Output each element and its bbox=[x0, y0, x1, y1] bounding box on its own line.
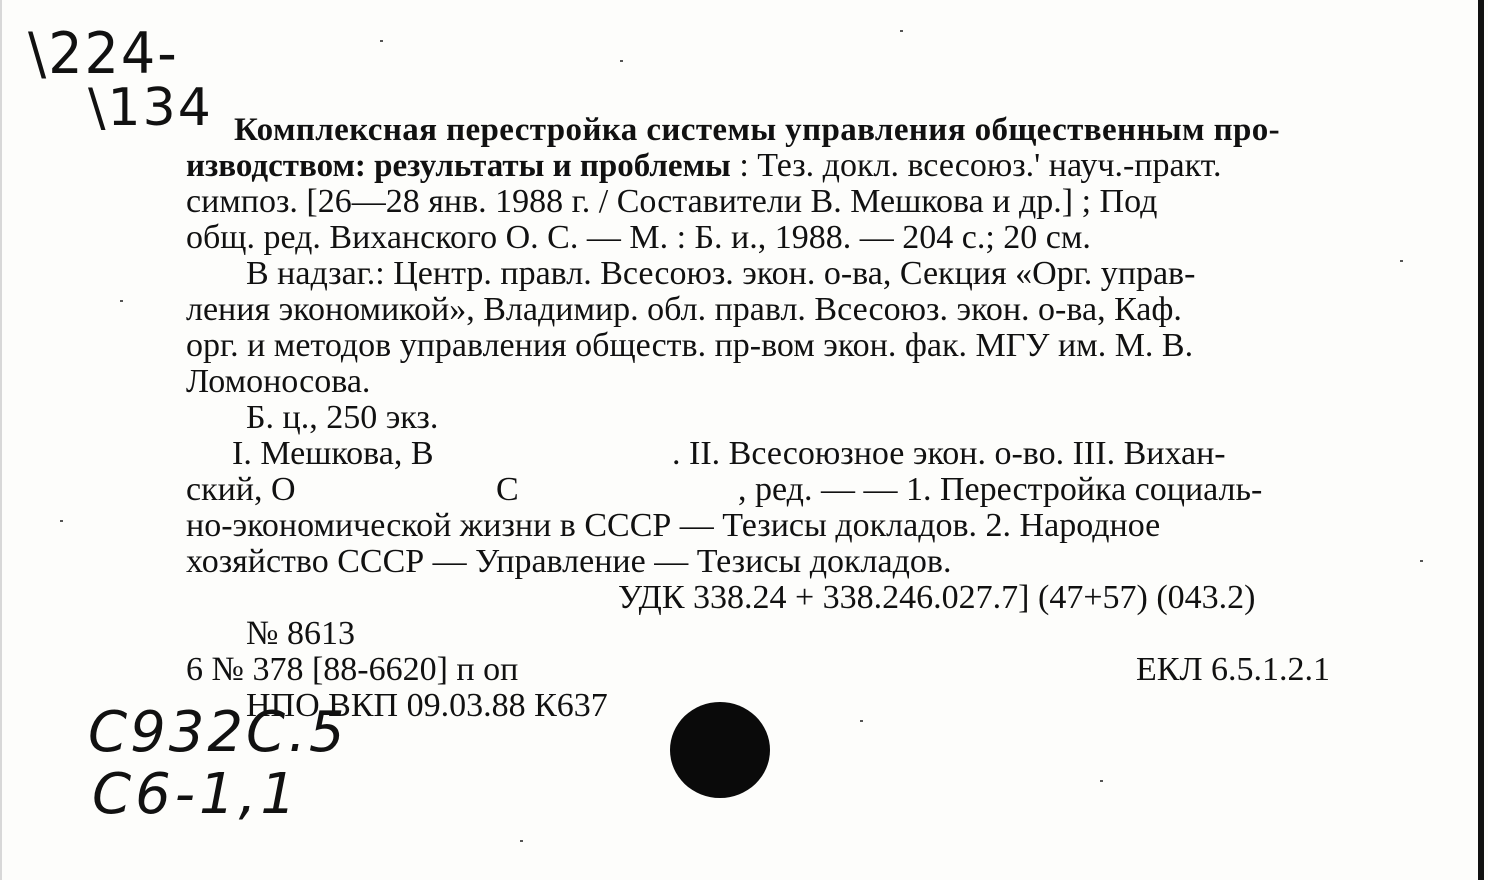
tracing-line-1a: I. Мешкова, В bbox=[232, 435, 434, 472]
title-line-2 bbox=[186, 148, 1350, 184]
note-line-2: ления экономикой», Владимир. обл. правл. Всесоюз. экон. о-ва, Каф. bbox=[186, 291, 1182, 328]
order-line: 6 № 378 [88-6620] п оп bbox=[186, 651, 519, 688]
title-line-4: общ. ред. Виханского О. С. — М. : Б. и., 1988. — 204 с.; 20 см. bbox=[186, 219, 1091, 256]
scan-speck bbox=[1100, 780, 1103, 782]
scan-speck bbox=[520, 840, 523, 842]
scan-speck bbox=[860, 720, 863, 722]
title-line-1: Комплексная перестройка системы управления общественным про- bbox=[234, 112, 1281, 148]
note-line-1: В надзаг.: Центр. правл. Всесоюз. экон. о-ва, Секция «Орг. управ- bbox=[246, 255, 1196, 292]
handwritten-shelfmark-line2: С6-1,1 bbox=[92, 762, 300, 827]
udk-classification: УДК 338.24 + 338.246.027.7] (47+57) (043.2) bbox=[618, 579, 1256, 616]
scan-speck bbox=[900, 30, 903, 32]
note-line-4: Ломоносова. bbox=[186, 363, 371, 400]
print-run: Б. ц., 250 экз. bbox=[246, 399, 439, 436]
scan-speck bbox=[60, 520, 63, 522]
title-line-2-rest: : Тез. докл. всесоюз.' науч.-практ. bbox=[730, 147, 1222, 184]
publisher-line: НПО ВКП 09.03.88 К637 bbox=[246, 687, 608, 724]
title-line-3: симпоз. [26—28 янв. 1988 г. / Составители В. Мешкова и др.] ; Под bbox=[186, 183, 1158, 220]
note-line-3: орг. и методов управления обществ. пр-вом экон. фак. МГУ им. М. В. bbox=[186, 327, 1194, 364]
tracing-line-2b: С bbox=[496, 471, 519, 508]
scan-speck bbox=[380, 40, 383, 42]
ekl-code: ЕКЛ 6.5.1.2.1 bbox=[1136, 651, 1331, 688]
title-line-2-bold: изводством: результаты и проблемы bbox=[186, 148, 731, 184]
tracing-line-4: хозяйство СССР — Управление — Тезисы докладов. bbox=[186, 543, 952, 580]
tracing-line-1b: . II. Всесоюзное экон. о-во. III. Вихан- bbox=[672, 435, 1226, 472]
card-number: № 8613 bbox=[246, 615, 355, 652]
card-right-edge bbox=[1478, 0, 1484, 880]
handwritten-call-number-line1: \224- bbox=[28, 20, 179, 87]
handwritten-shelfmark-line1: С932С.5 bbox=[88, 700, 348, 765]
tracing-line-2a: ский, О bbox=[186, 471, 296, 508]
handwritten-call-number-line2: \134 bbox=[88, 78, 213, 138]
scan-speck bbox=[1400, 260, 1403, 262]
card-left-edge bbox=[0, 0, 2, 880]
tracing-line-2c: , ред. — — 1. Перестройка социаль- bbox=[738, 471, 1263, 508]
scan-speck bbox=[120, 300, 123, 302]
scan-speck bbox=[1420, 560, 1423, 562]
tracing-line-3: но-экономической жизни в СССР — Тезисы докладов. 2. Народное bbox=[186, 507, 1161, 544]
scan-speck bbox=[620, 60, 623, 62]
punched-hole bbox=[670, 702, 770, 798]
